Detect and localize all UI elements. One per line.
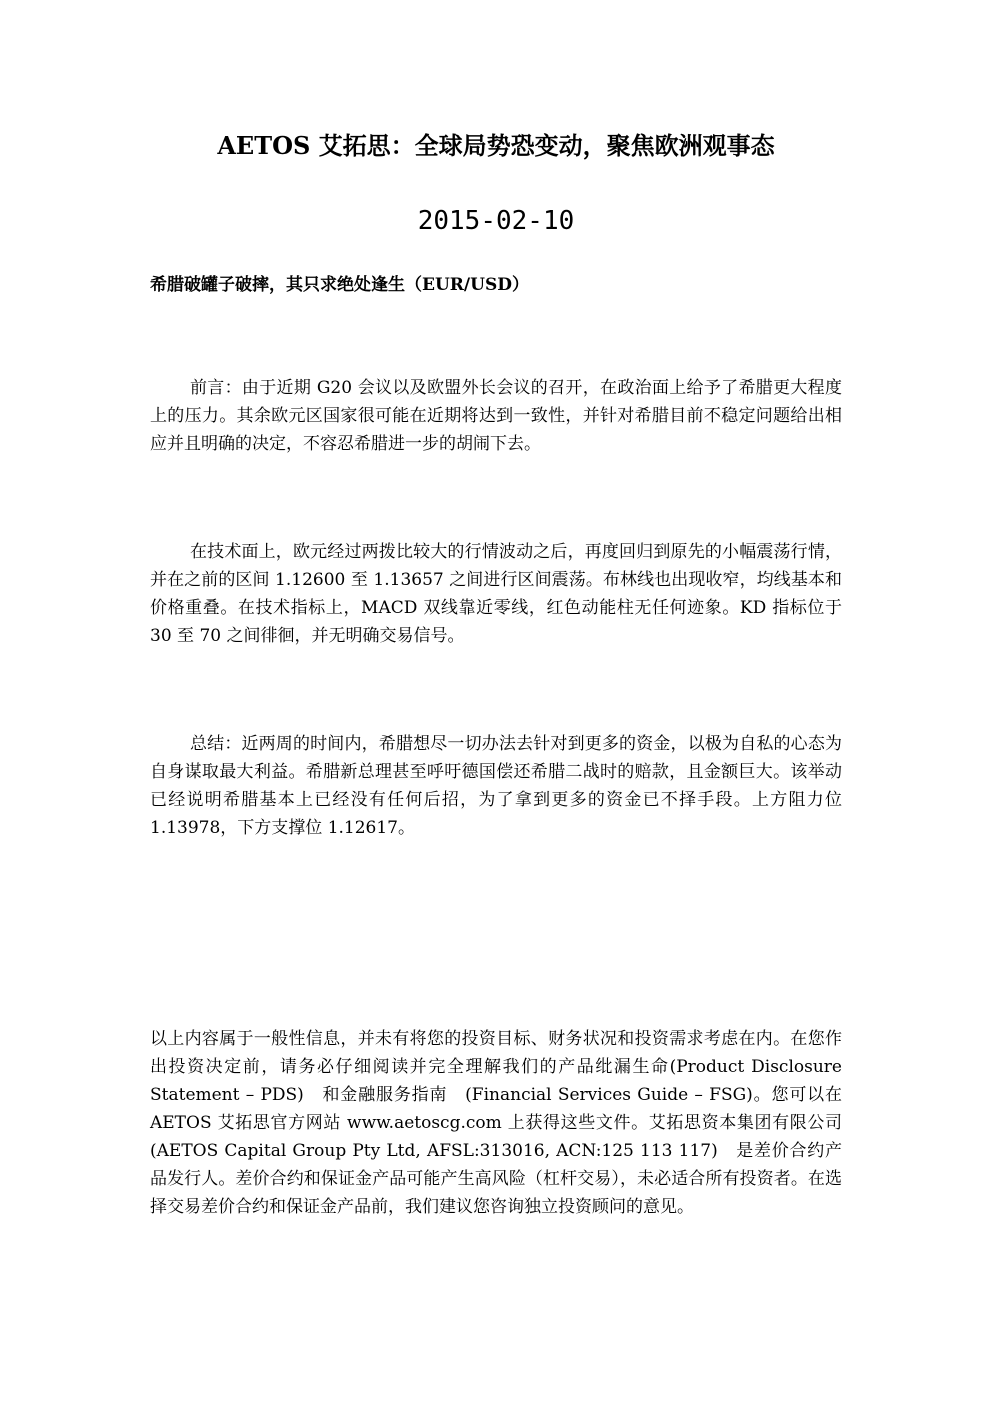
- document-date: 2015-02-10: [417, 206, 575, 236]
- document-title: AETOS 艾拓思：全球局势恐变动，聚焦欧洲观事态: [217, 131, 775, 160]
- disclaimer-text: 以上内容属于一般性信息，并未有将您的投资目标、财务状况和投资需求考虑在内。在您作出投资决定前，请务必仔细阅读并完全理解我们的产品纰漏生命(Product Disclosure Statement – PDS) 和金融服务指南 (Financial Services Guide – FSG)。您可以在 AETOS 艾拓思官方网站 www.aetoscg.com 上获得这些文件。艾拓思资本集团有限公司(AETOS Capital Group Pty Ltd, AFSL:313016, ACN:125 113 117) 是差价合约产品发行人。差价合约和保证金产品可能产生高风险（杠杆交易），未必适合所有投资者。在选择交易差价合约和保证金产品前，我们建议您咨询独立投资顾问的意见。: [150, 1029, 842, 1217]
- paragraph-summary: 总结：近两周的时间内，希腊想尽一切办法去针对到更多的资金，以极为自私的心态为自身谋取最大利益。希腊新总理甚至呼吁德国偿还希腊二战时的赔款，且金额巨大。该举动已经说明希腊基本上已经没有任何后招，为了拿到更多的资金已不择手段。上方阻力位 1.13978，下方支撑位 1.12617。: [150, 734, 842, 838]
- paragraph-technical: 在技术面上，欧元经过两拨比较大的行情波动之后，再度回归到原先的小幅震荡行情，并在之前的区间 1.12600 至 1.13657 之间进行区间震荡。布林线也出现收窄，均线基本和价格重叠。在技术指标上，MACD 双线靠近零线，红色动能柱无任何迹象。KD 指标位于 30 至 70 之间徘徊，并无明确交易信号。: [150, 542, 842, 646]
- paragraph-preface: 前言：由于近期 G20 会议以及欧盟外长会议的召开，在政治面上给予了希腊更大程度上的压力。其余欧元区国家很可能在近期将达到一致性，并针对希腊目前不稳定问题给出相应并且明确的决定，不容忍希腊进一步的胡闹下去。: [150, 378, 842, 454]
- section-subtitle: 希腊破罐子破摔，其只求绝处逢生（EUR/USD）: [150, 275, 529, 295]
